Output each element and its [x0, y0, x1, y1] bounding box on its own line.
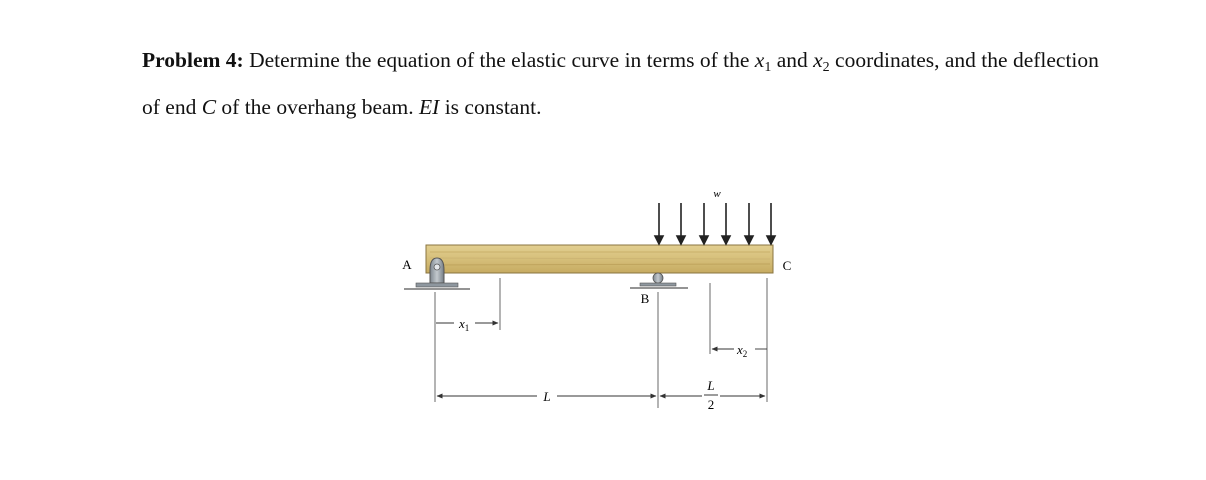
end-c-var: C: [201, 95, 217, 119]
problem-text-5: is constant.: [439, 95, 542, 119]
point-a-label: A: [402, 257, 412, 272]
distributed-load: [655, 203, 775, 244]
x1-label: $x_1$: [459, 316, 470, 333]
problem-text-3: coordinates, and the deflection of end: [142, 48, 1099, 119]
beam: [426, 245, 773, 273]
x2-label: $x_2$: [737, 342, 748, 359]
span-label: L: [543, 389, 551, 404]
overhang-numerator: L: [707, 378, 715, 393]
x-var: x: [754, 48, 765, 72]
overhang-denominator: 2: [707, 397, 715, 412]
ei-var: EI: [419, 95, 440, 119]
load-label: w: [713, 188, 721, 200]
problem-text-1: Determine the equation of the elastic curve in terms of the: [243, 48, 755, 72]
x1-subscript: 1: [764, 60, 772, 75]
x-var: x: [813, 48, 823, 72]
x2-subscript: 2: [822, 60, 830, 75]
point-c-label: C: [782, 258, 792, 273]
roller-support-b: [630, 273, 688, 288]
point-b-label: B: [640, 291, 650, 306]
problem-text-2: and: [771, 48, 814, 72]
dimension-extension-lines: [435, 278, 767, 408]
problem-label: Problem 4:: [142, 48, 244, 72]
problem-text-4: of the overhang beam.: [216, 95, 420, 119]
